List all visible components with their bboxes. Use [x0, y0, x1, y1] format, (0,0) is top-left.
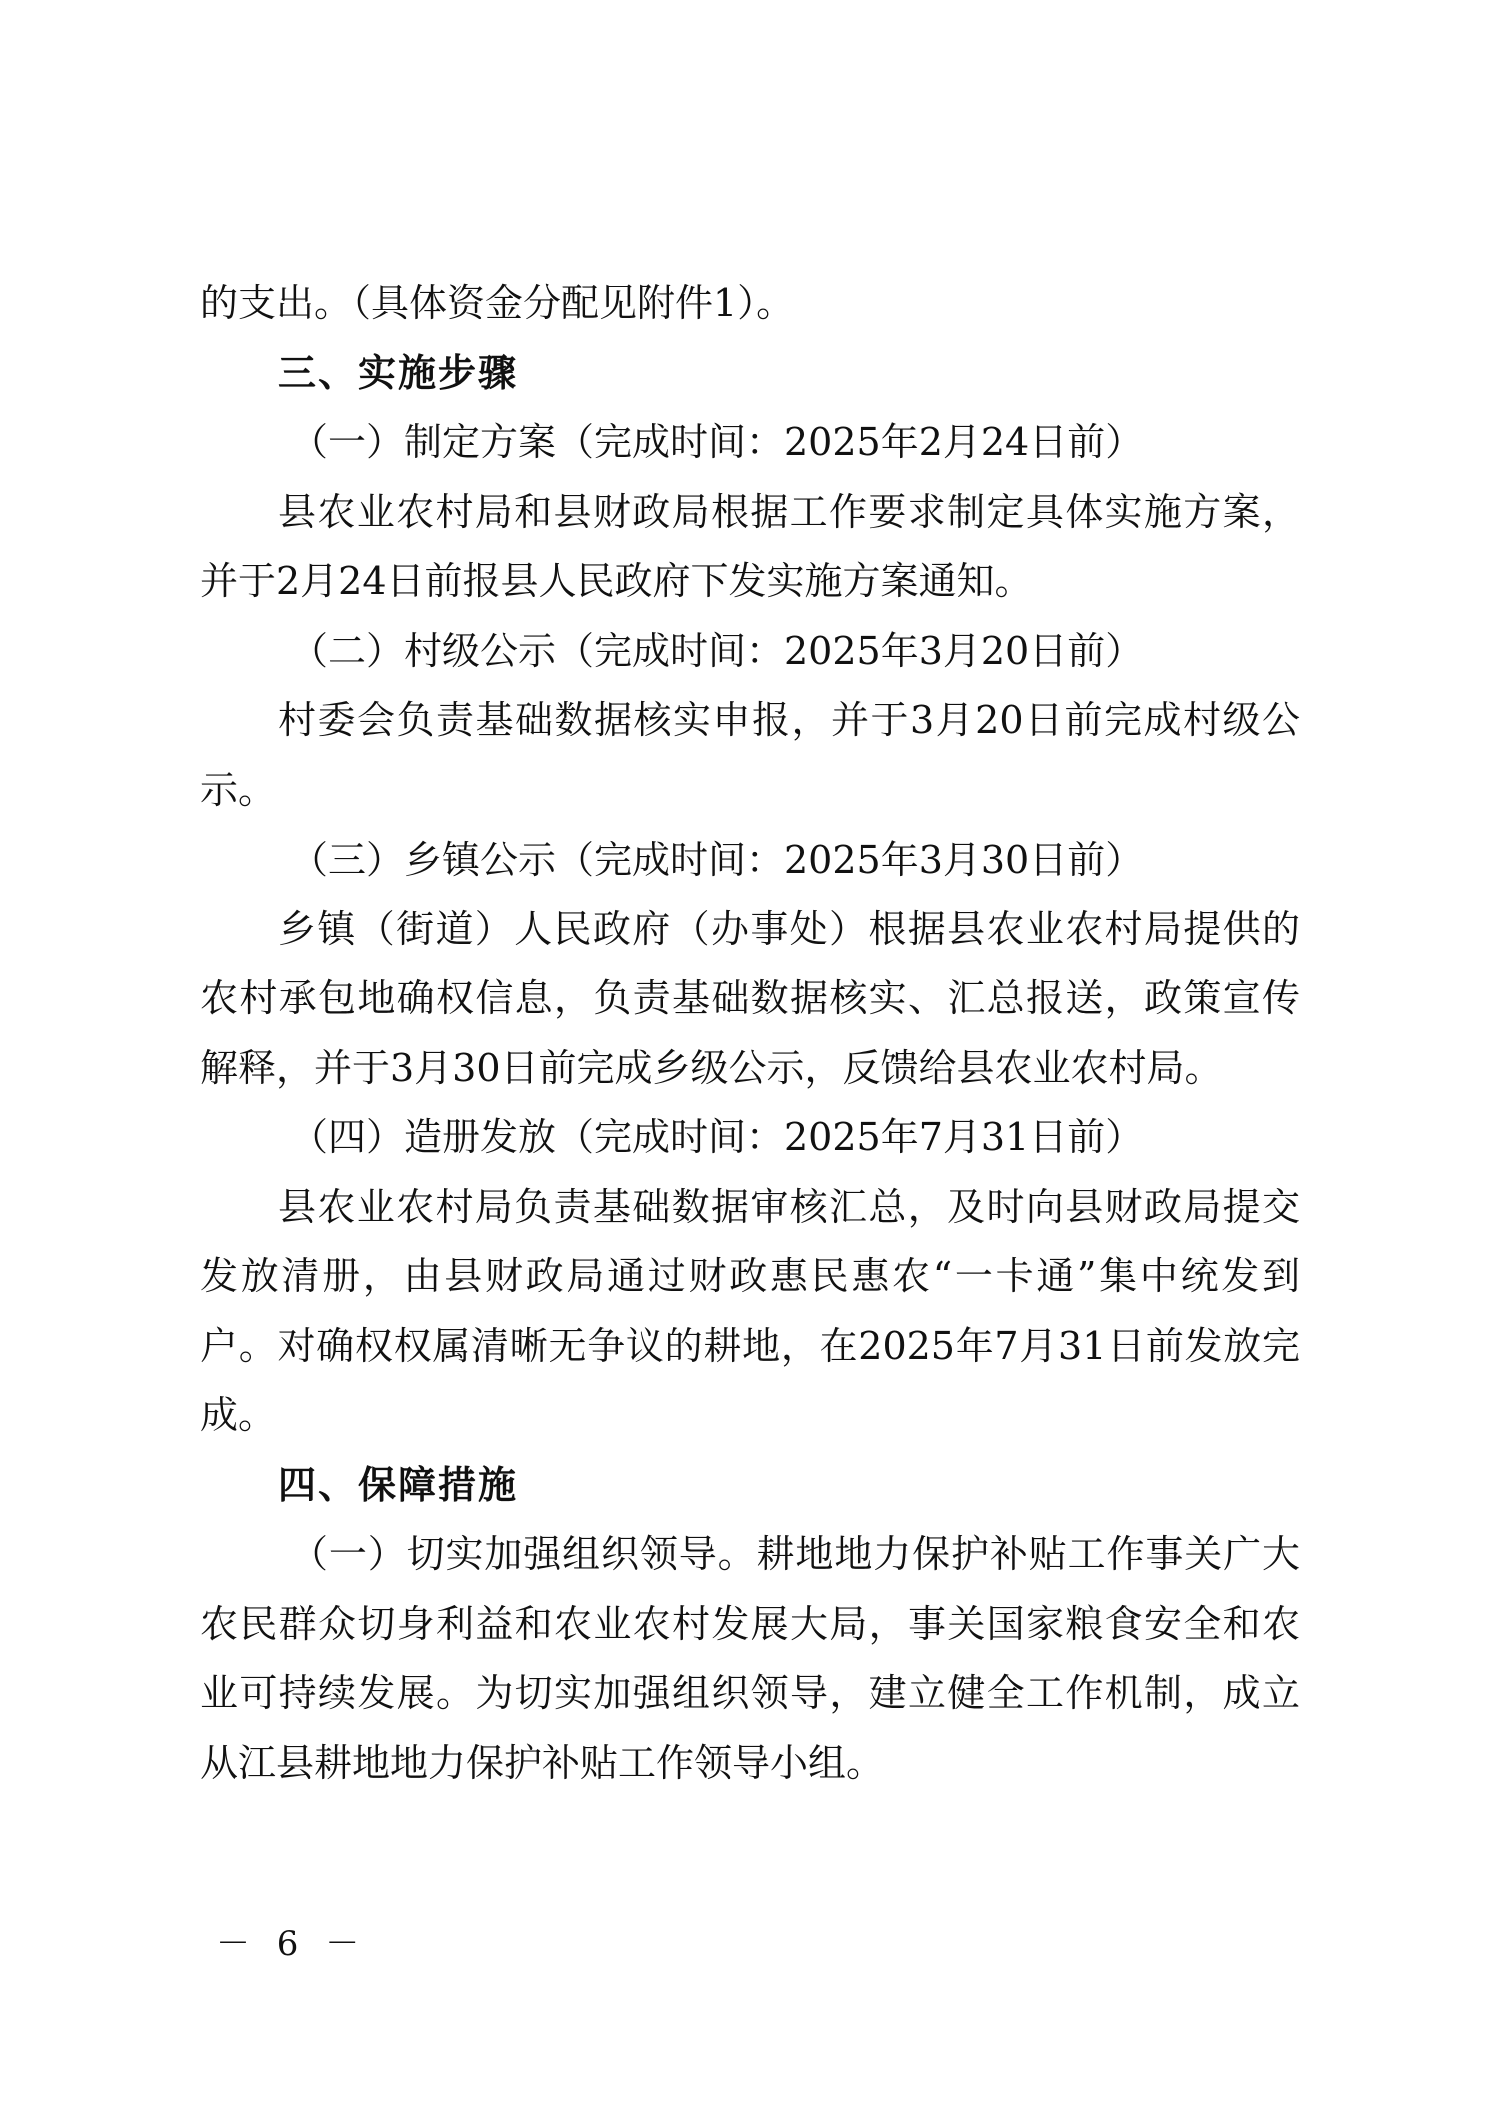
text-line-22: 从江县耕地地力保护补贴工作领导小组。 — [200, 1741, 885, 1785]
subsection-heading-4: （四）造册发放（完成时间：2025年7月31日前） — [290, 1115, 1144, 1159]
text-line-20: 农民群众切身利益和农业农村发展大局，事关国家粮食安全和农 — [200, 1602, 1300, 1646]
section-heading-implementation-steps: 三、实施步骤 — [278, 351, 519, 395]
text-line-1: 的支出。（具体资金分配见附件1）。 — [200, 281, 795, 325]
text-line-21: 业可持续发展。为切实加强组织领导，建立健全工作机制，成立 — [200, 1671, 1300, 1715]
text-line-14: 县农业农村局负责基础数据审核汇总，及时向县财政局提交 — [278, 1185, 1300, 1229]
text-line-8: 示。 — [200, 768, 277, 812]
text-line-19: （一）切实加强组织领导。耕地地力保护补贴工作事关广大 — [290, 1532, 1300, 1576]
page-number: － 6 － — [216, 1924, 368, 1964]
text-line-16: 户。对确权权属清晰无争议的耕地，在2025年7月31日前发放完 — [200, 1324, 1300, 1368]
text-line-10: 乡镇（街道）人民政府（办事处）根据县农业农村局提供的 — [278, 907, 1300, 951]
text-line-11: 农村承包地确权信息，负责基础数据核实、汇总报送，政策宣传 — [200, 976, 1300, 1020]
section-heading-safeguards: 四、保障措施 — [278, 1463, 519, 1507]
text-line-15: 发放清册，由县财政局通过财政惠民惠农“一卡通”集中统发到 — [200, 1254, 1300, 1298]
subsection-heading-3: （三）乡镇公示（完成时间：2025年3月30日前） — [290, 838, 1144, 882]
text-line-12: 解释，并于3月30日前完成乡级公示，反馈给县农业农村局。 — [200, 1046, 1223, 1090]
text-line-17: 成。 — [200, 1393, 277, 1437]
text-line-7: 村委会负责基础数据核实申报，并于3月20日前完成村级公 — [278, 698, 1300, 742]
subsection-heading-1: （一）制定方案（完成时间：2025年2月24日前） — [290, 420, 1144, 464]
subsection-heading-2: （二）村级公示（完成时间：2025年3月20日前） — [290, 629, 1144, 673]
text-line-5: 并于2月24日前报县人民政府下发实施方案通知。 — [200, 559, 1033, 603]
text-line-4: 县农业农村局和县财政局根据工作要求制定具体实施方案， — [278, 490, 1300, 534]
